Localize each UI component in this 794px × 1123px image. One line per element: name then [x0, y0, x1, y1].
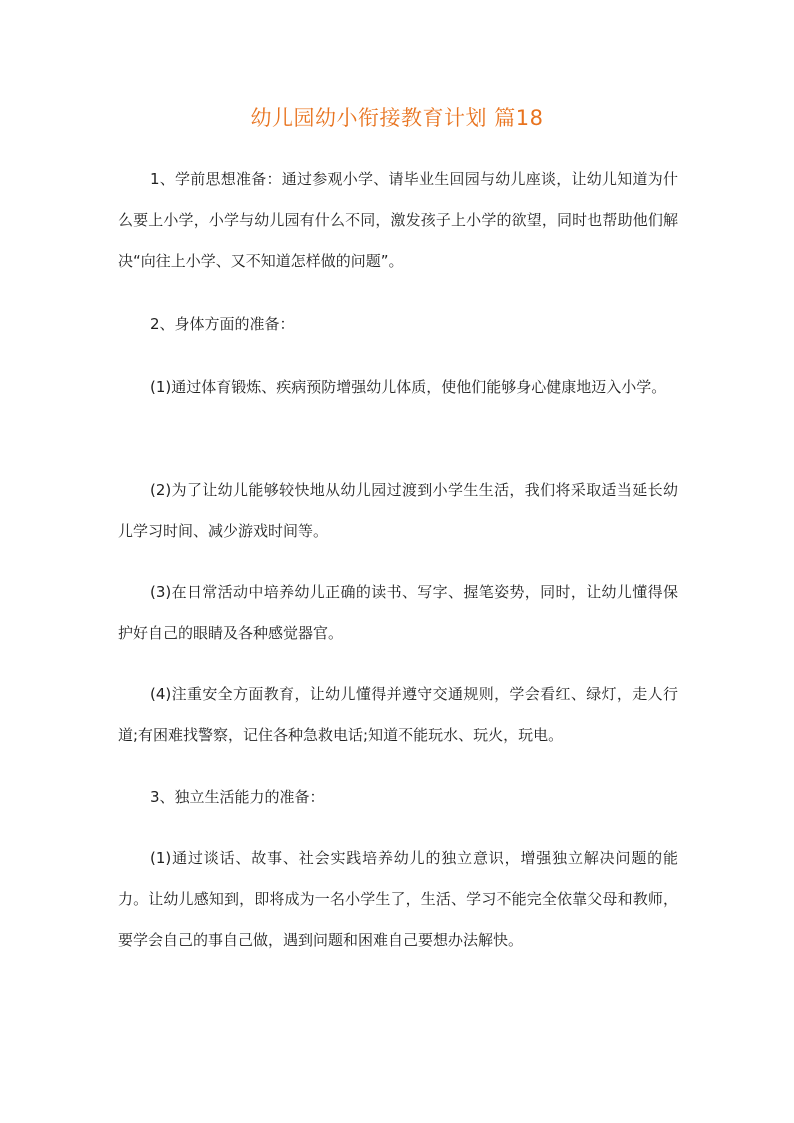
paragraph-physical-heading: 2、身体方面的准备：	[150, 315, 295, 333]
paragraph-independence-heading: 3、独立生活能力的准备：	[150, 788, 325, 806]
paragraph-physical-item-2: (2)为了让幼儿能够较快地从幼儿园过渡到小学生生活，我们将采取适当延长幼儿学习时间、减少游戏时间等。	[118, 481, 678, 540]
paragraph-mental-preparation: 1、学前思想准备：通过参观小学、请毕业生回园与幼儿座谈，让幼儿知道为什么要上小学，小学与幼儿园有什么不同，激发孩子上小学的欲望，同时也帮助他们解决“向往上小学、又不知道怎样做的问题”。	[118, 170, 678, 270]
paragraph-physical-item-3: (3)在日常活动中培养幼儿正确的读书、写字、握笔姿势，同时，让幼儿懂得保护好自己的眼睛及各种感觉器官。	[118, 583, 678, 642]
document-title: 幼儿园幼小衔接教育计划 篇18	[250, 106, 544, 130]
paragraph-independence-item-1: (1)通过谈话、故事、社会实践培养幼儿的独立意识，增强独立解决问题的能力。让幼儿感知到，即将成为一名小学生了，生活、学习不能完全依靠父母和教师，要学会自己的事自己做，遇到问题和困难自己要想办法解快。	[118, 849, 678, 949]
paragraph-physical-item-4: (4)注重安全方面教育，让幼儿懂得并遵守交通规则，学会看红、绿灯，走人行道;有困难找警察，记住各种急救电话;知道不能玩水、玩火，玩电。	[118, 685, 678, 744]
paragraph-physical-item-1: (1)通过体育锻炼、疾病预防增强幼儿体质，使他们能够身心健康地迈入小学。	[150, 378, 667, 396]
